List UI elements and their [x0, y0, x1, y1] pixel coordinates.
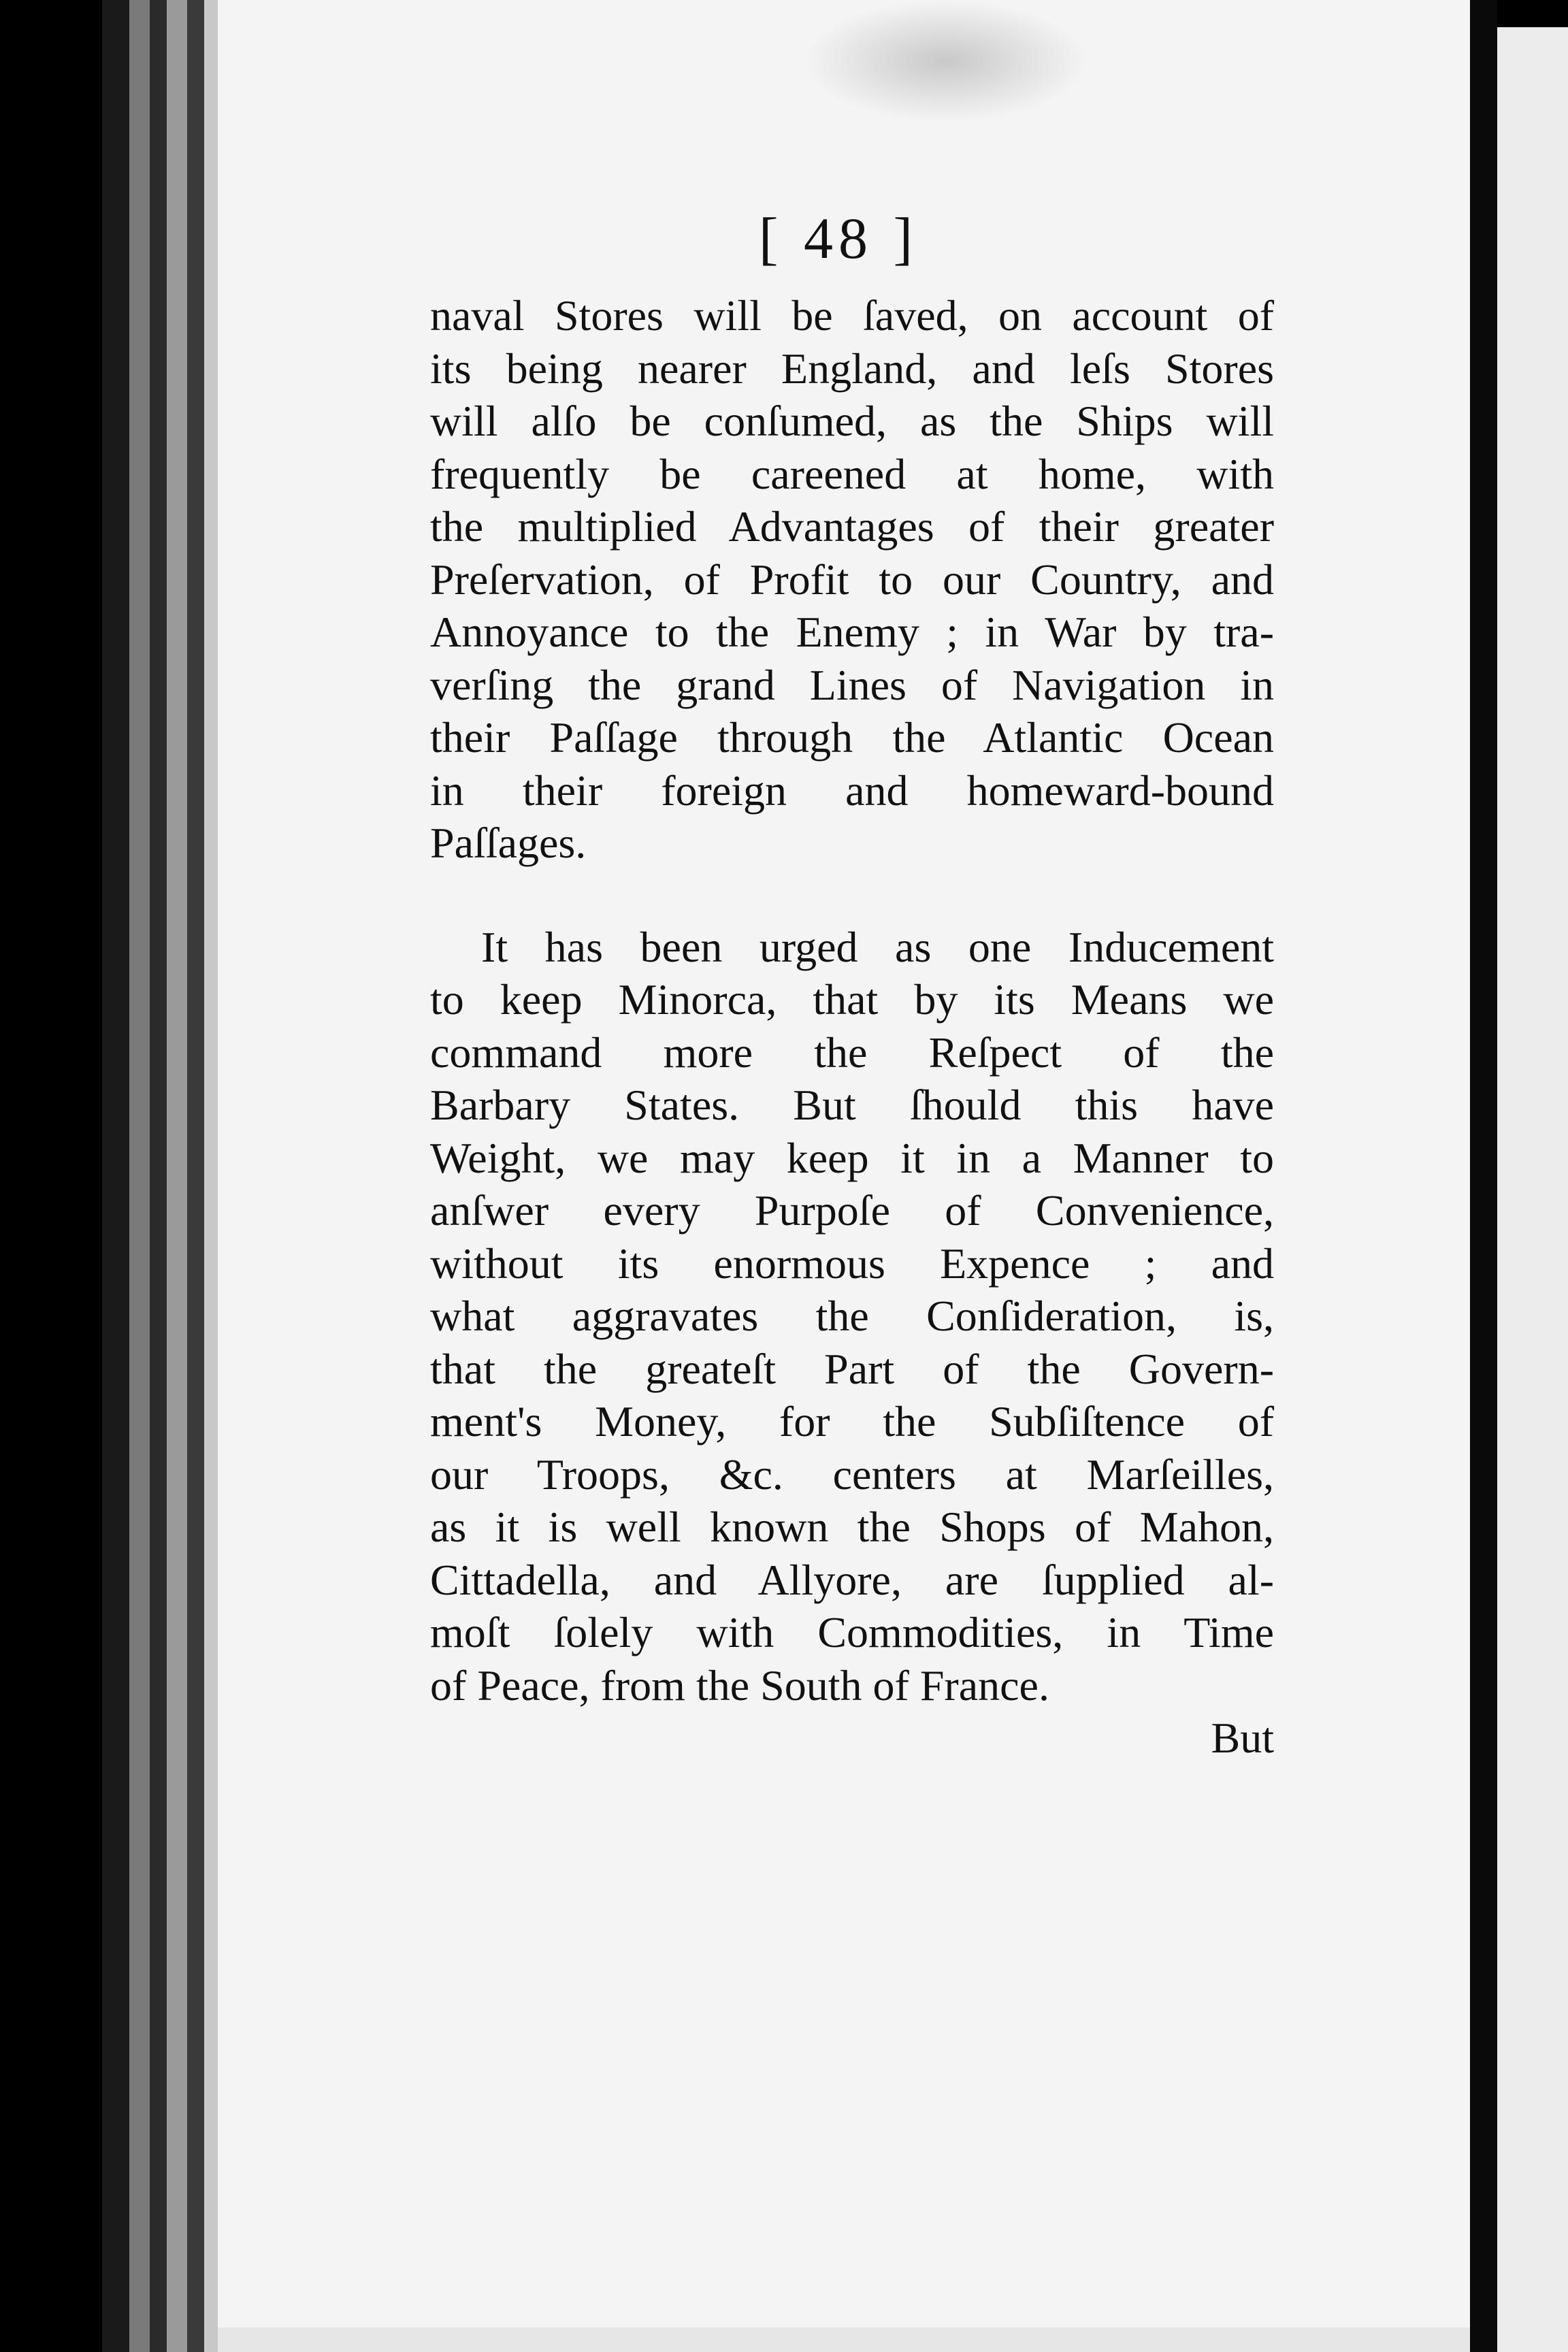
text-line: in their foreign and homeward-bound — [430, 766, 1274, 815]
catchword: But — [1211, 1714, 1274, 1762]
text-line: to keep Minorca, that by its Means we — [430, 975, 1274, 1024]
body-text — [430, 289, 1274, 1765]
text-line: Weight, we may keep it in a Manner to — [430, 1133, 1274, 1182]
text-line: what aggravates the Conſideration, is, — [430, 1292, 1274, 1340]
text-line: It has been urged as one Inducement — [481, 922, 1274, 971]
text-line: Cittadella, and Allyore, are ſupplied al- — [430, 1555, 1274, 1604]
text-line: naval Stores will be ſaved, on account of — [430, 291, 1274, 340]
text-line: Barbary States. But ſhould this have — [430, 1081, 1274, 1129]
page-edge-stack — [167, 0, 187, 2352]
text-line: verſing the grand Lines of Navigation in — [430, 660, 1274, 709]
text-line: without its enormous Expence ; and — [430, 1239, 1274, 1288]
text-line: that the greateſt Part of the Govern- — [430, 1344, 1274, 1393]
right-gutter — [1470, 0, 1497, 2352]
page-edge-stack — [187, 0, 204, 2352]
text-line: will alſo be conſumed, as the Ships will — [430, 397, 1274, 445]
text-line: anſwer every Purpoſe of Convenience, — [430, 1186, 1274, 1235]
text-line: our Troops, &c. centers at Marſeilles, — [430, 1450, 1274, 1499]
text-line: of Peace, from the South of France. — [430, 1661, 1049, 1710]
page-edge-stack — [129, 0, 150, 2352]
text-line: command more the Reſpect of the — [430, 1028, 1274, 1077]
page-edge-stack — [150, 0, 167, 2352]
page-bottom-edge — [218, 2328, 1470, 2352]
text-line: frequently be careened at home, with — [430, 449, 1274, 498]
page-edge-stack — [204, 0, 218, 2352]
text-line: their Paſſage through the Atlantic Ocean — [430, 713, 1274, 762]
ink-smudge — [803, 0, 1089, 122]
paragraph-gap — [430, 870, 1274, 921]
page-number: [ 48 ] — [758, 206, 919, 271]
text-line: ment's Money, for the Subſiſtence of — [430, 1397, 1274, 1446]
text-line: its being nearer England, and leſs Stores — [430, 344, 1274, 393]
binding-edge — [102, 0, 129, 2352]
text-line: the multiplied Advantages of their greater — [430, 502, 1274, 551]
text-line: moſt ſolely with Commodities, in Time — [430, 1608, 1274, 1656]
text-line: as it is well known the Shops of Mahon, — [430, 1503, 1274, 1551]
facing-page — [1497, 27, 1568, 2352]
text-line: Preſervation, of Profit to our Country, and — [430, 555, 1274, 604]
text-line: Paſſages. — [430, 819, 587, 867]
text-line: Annoyance to the Enemy ; in War by tra- — [430, 608, 1274, 656]
